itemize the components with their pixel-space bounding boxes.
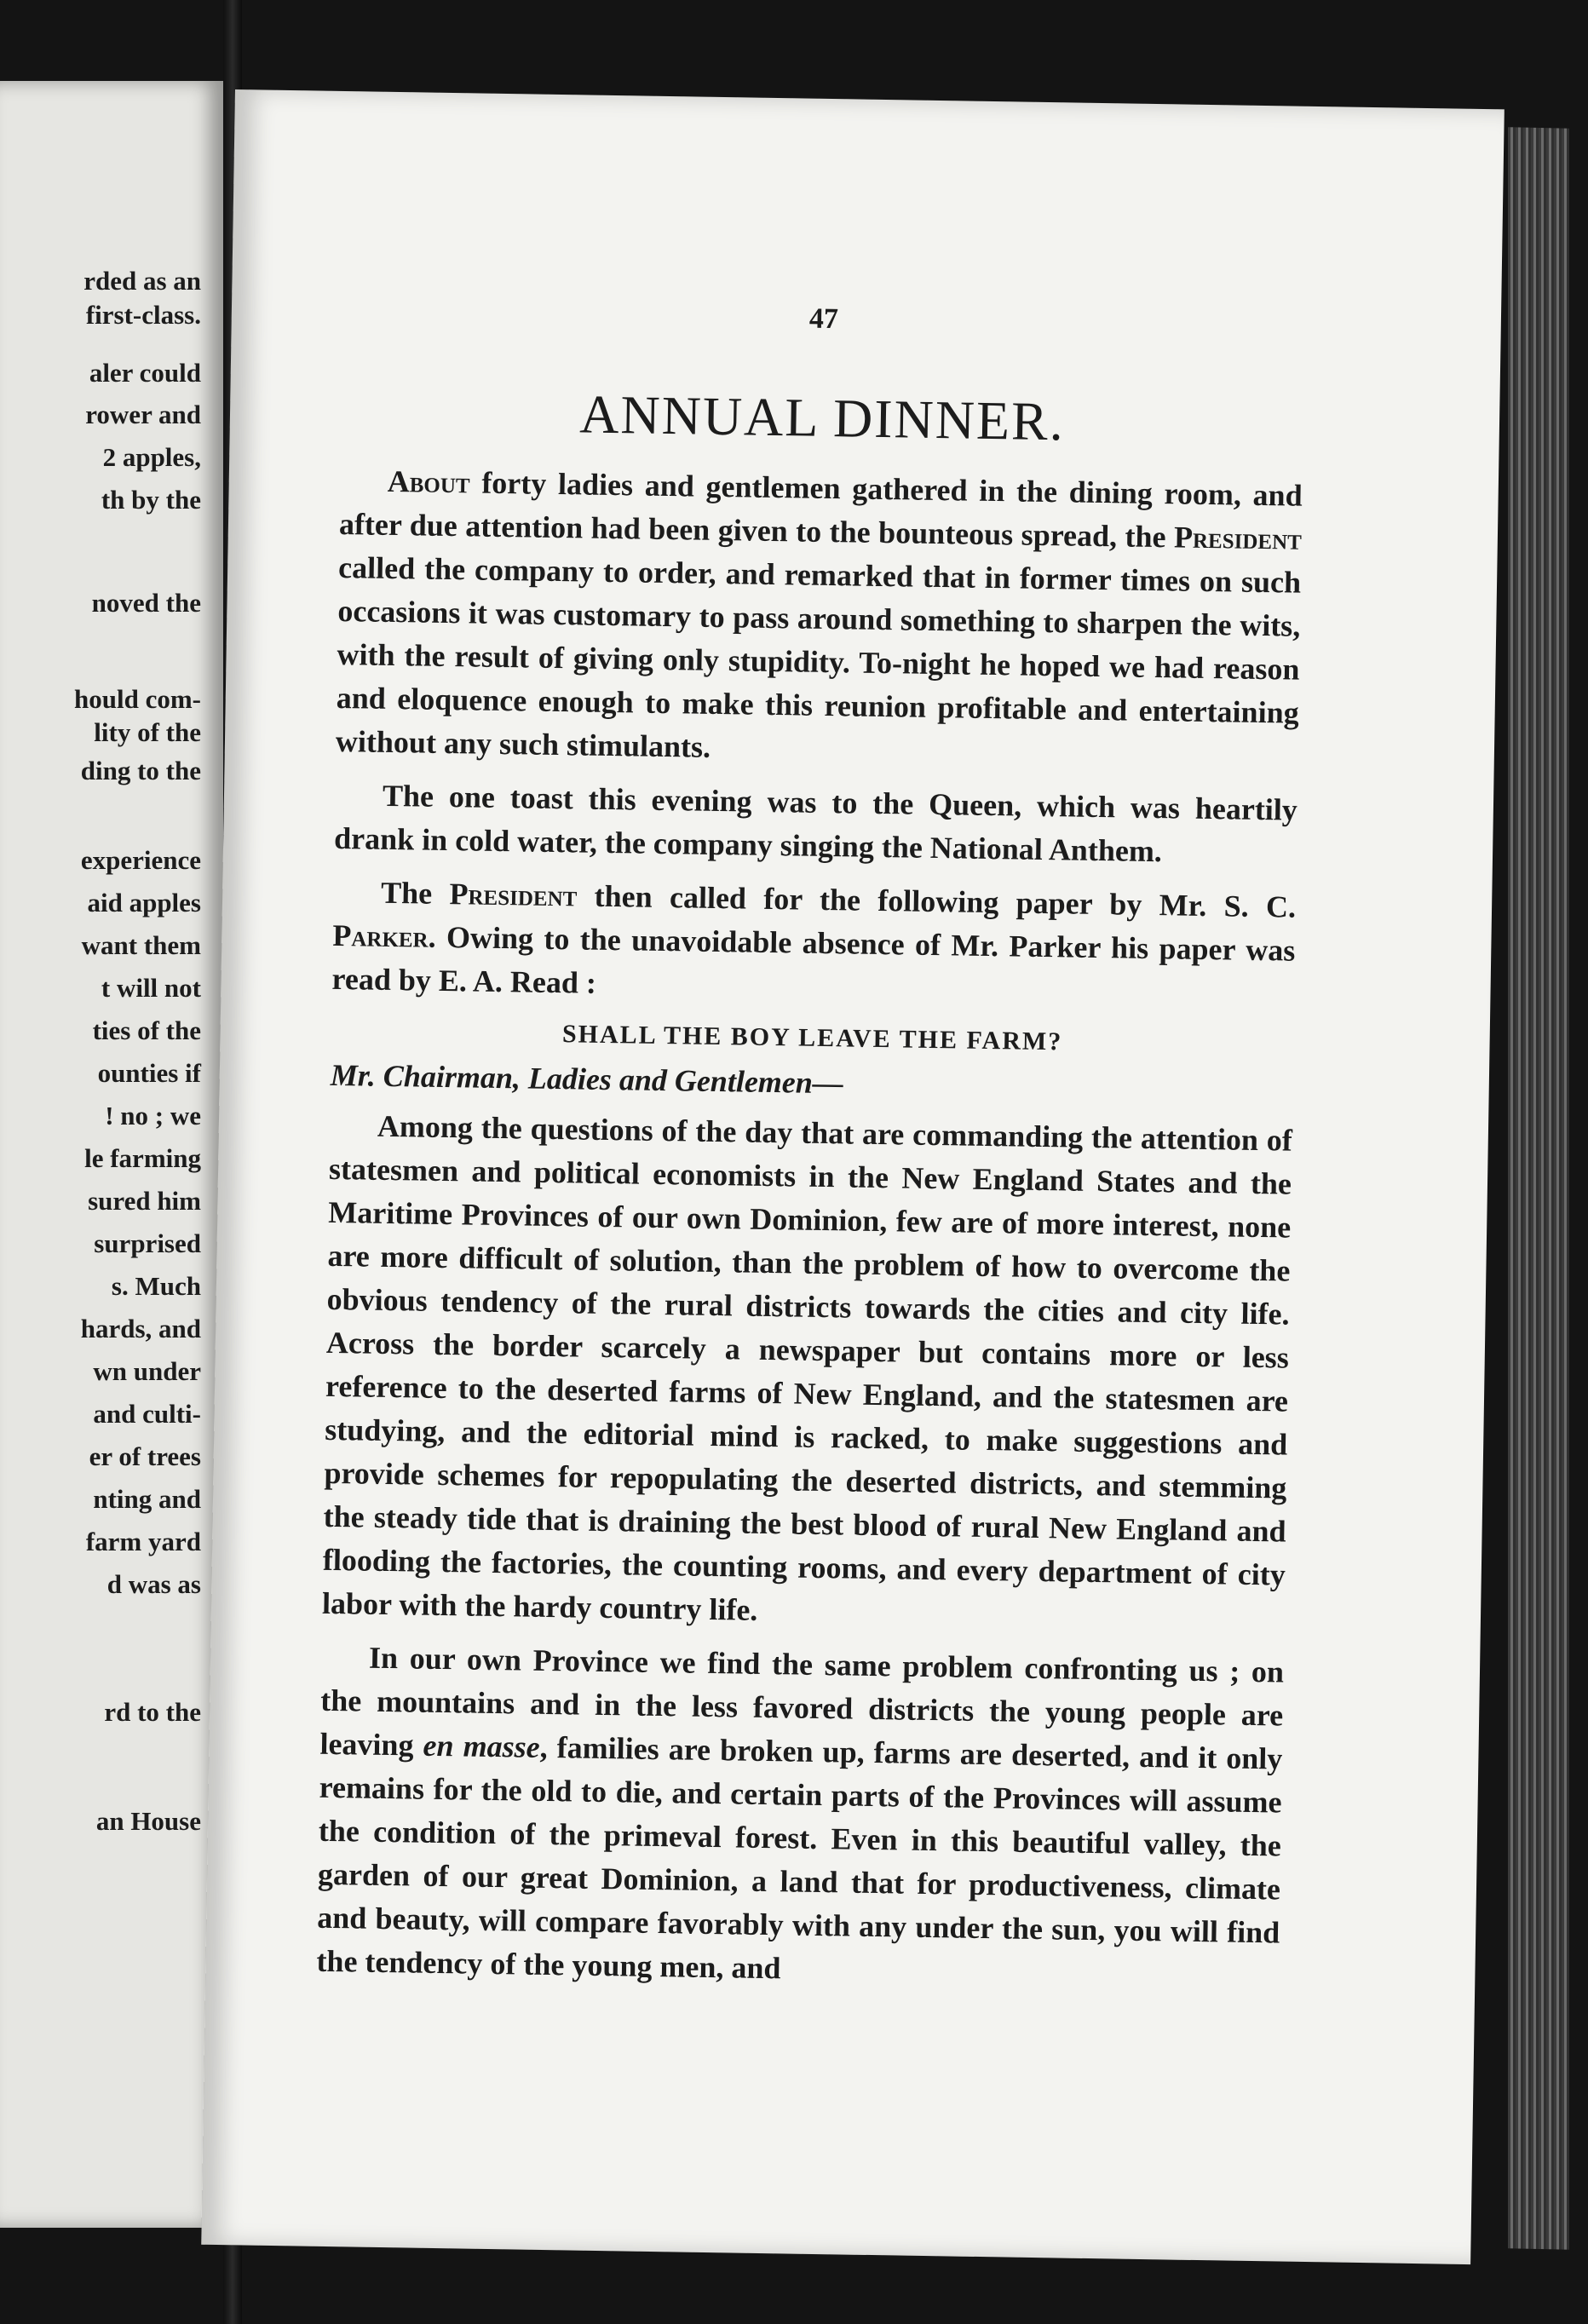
left-page: [0, 81, 223, 2228]
left-page-line: hards, and: [80, 1314, 201, 1343]
paragraph-toast: The one toast this evening was to the Queen, which was heartily drank in cold water, the company singing the National Anthem.: [333, 778, 1298, 869]
left-page-line: ding to the: [80, 756, 201, 785]
left-page-line: want them: [81, 930, 201, 960]
left-page-line: nting and: [93, 1484, 201, 1514]
left-page-line: s. Much: [111, 1271, 201, 1301]
left-page-line: lity of the: [94, 717, 201, 747]
left-page-line: first-class.: [85, 300, 201, 330]
left-page-line: sured him: [88, 1186, 201, 1216]
left-page-line: ! no ; we: [105, 1101, 201, 1130]
left-page-line: le farming: [84, 1143, 201, 1173]
left-page-line: wn under: [93, 1356, 201, 1386]
left-page-line: t will not: [101, 973, 201, 1003]
president-name: President: [1173, 520, 1303, 556]
salutation: Mr. Chairman, Ladies and Gentlemen—: [330, 1057, 844, 1101]
book-edge: [1508, 127, 1569, 2250]
left-page-line: farm yard: [85, 1527, 201, 1556]
left-page-line: hould com-: [74, 684, 201, 714]
paragraph-province: In our own Province we find the same problem confronting us ; on the mountains and in the less favored districts the young people are leaving en masse, families are broken up, farms are deserted, and it only remains for the old to die, and certain parts of the Provinces will assume the condition of the primeval forest. Even in this beautiful valley, the garden of our great Dominion, a land that for productiveness, climate and beauty, will compare favorably with any under the sun, you will find the tendency of the young men, and: [316, 1640, 1285, 1986]
page-title: ANNUAL DINNER.: [578, 383, 1066, 452]
paragraph-intro: About forty ladies and gentlemen gathered in the dining room, and after due attention had been given to the bounteous spread, the President called the company to order, and remarked that in former times on such occasions it was customary to pass around something to sharpen the wits, with the result of giving only stupidity. To-night he hoped we had reason and eloquence enough to make this reunion profitable and entertaining without any such stimulants.: [335, 463, 1303, 764]
section-heading: SHALL THE BOY LEAVE THE FARM?: [561, 1020, 1063, 1056]
author-name: Parker.: [332, 918, 436, 954]
lead-word: About: [387, 463, 470, 500]
emphasis-en-masse: en masse: [423, 1728, 540, 1764]
left-page-line: an House: [95, 1806, 201, 1836]
left-page-line: 2 apples,: [102, 442, 201, 472]
left-page-line: aid apples: [87, 888, 201, 918]
left-page-line: rower and: [85, 400, 201, 429]
left-page-line: ties of the: [92, 1015, 201, 1045]
page-content: [316, 296, 1305, 2009]
left-page-line: noved the: [91, 588, 201, 618]
president-name: President: [449, 877, 578, 913]
left-page-line: th by the: [101, 485, 201, 515]
left-page-line: surprised: [94, 1228, 201, 1258]
left-page-line: d was as: [106, 1569, 201, 1599]
left-page-line: aler could: [89, 358, 201, 388]
page-number: 47: [808, 302, 839, 336]
left-page-line: rded as an: [83, 266, 201, 296]
left-page-line: ounties if: [97, 1058, 201, 1088]
right-page: [201, 89, 1505, 2264]
left-page-line: er of trees: [89, 1441, 201, 1471]
left-page-line: rd to the: [104, 1697, 201, 1727]
left-page-line: experience: [80, 845, 201, 875]
left-page-line: and culti-: [93, 1399, 201, 1429]
paragraph-paper-intro: The President then called for the following paper by Mr. S. C. Parker. Owing to the unavoidable absence of Mr. Parker his paper was read by E. A. Read :: [331, 875, 1297, 1000]
paragraph-questions: Among the questions of the day that are commanding the attention of statesmen and political economists in the New England States and the Maritime Provinces of our own Dominion, few are of more interest, none are more difficult of solution, than the problem of how to overcome the obvious tendency of the rural districts towards the cities and city life. Across the border scarcely a newspaper but contains more or less reference to the deserted farms of New England, and the statesmen are studying, and the editorial mind is racked, to make suggestions and provide schemes for repopulating the deserted districts, and stemming the steady tide that is draining the best blood of rural New England and flooding the factories, the counting rooms, and every department of city labor with the hardy country life.: [321, 1108, 1293, 1627]
